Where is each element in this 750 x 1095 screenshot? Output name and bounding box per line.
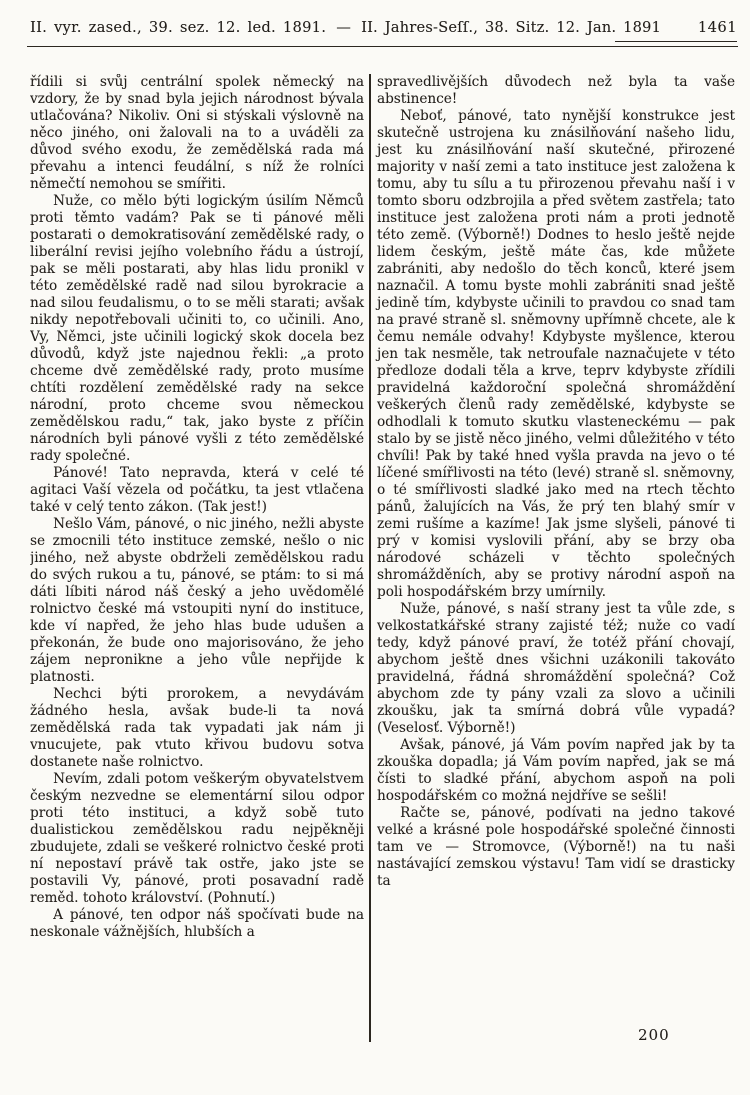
header-session-info xyxy=(30,19,661,36)
left-column xyxy=(30,74,364,1042)
signature-mark: 200 xyxy=(638,1026,670,1044)
paragraph: Neboť, pánové, tato nynější konstrukce jest skutečně ustrojena ku znásilňování našeho lidu, jest ku znásilňování naší skutečné, přirozené majority v naší zemi a tato instituce jest založena k tomu, aby tu sílu a tu přirozenou převahu naší i v tomto sboru odzbrojila a před světem zastřela; tato instituce jest založena proti nám a proti jednotě této země. (Výborně!) Dodnes to heslo ještě nejde lidem českým, ještě máte čas, kde můžete zabrániti, aby nedošlo do těch konců, které jsem naznačil. A tomu byste mohli zabrániti snad ještě jedině tím, kdybyste učinili to pravdou co snad tam na pravé straně sl. sněmovny upřímně chcete, ale k čemu nemále odvahy! Kdybyste myšlence, kterou jen tak nesměle, tak netroufale naznačujete v této předloze dodali těla a krve, teprv kdybyste zřídili pravidelná každoroční společná shromáždění veškerých členů rady zemědělské, kdybyste se odhodlali k tomuto skutku vlasteneckému — pak stalo by se jistě něco jiného, velmi důležitého v této chvíli! Pak by také hned vyšla pravda na jevo o té líčené smířlivosti na této (levé) straně sl. sněmovny, o té smířlivosti sladké jako med na rtech těchto pánů, žalujících na Vás, že prý ten blahý smír v zemi rušíme a kazíme! Jak jsme slyšeli, pánové ti prý v komisi vyslovili přání, aby se brzy oba národové scházeli v těchto společných shromážděních, aby se protivy národní aspoň na poli hospodářském brzy umírnily. xyxy=(377,108,735,600)
page-number: 1461 xyxy=(697,19,737,36)
paragraph: Nuže, pánové, s naší strany jest ta vůle zde, s velkostatkářské strany zajisté též; nuže co vadí tedy, když pánové praví, že totéž přání chovají, abychom ještě dnes všichni uzákonili takováto pravidelná, řádná shromáždění společná? Což abychom zde ty pány vzali za slovo a učinili zkoušku, jak ta smírná dobrá vůle vypadá? (Veselosť. Výborně!) xyxy=(377,601,735,736)
text-columns xyxy=(30,74,735,1042)
paragraph: Nuže, co mělo býti logickým úsilím Němců proti těmto vadám? Pak se ti pánové měli postarati o demokratisování zemědělské rady, o liberální revisi jejího volebního řádu a ústrojí, pak se měli postarati, aby hlas lidu pronikl v této zemědělské radě nad silou byrokracie a nad silou feudalismu, o to se měli starati; avšak nikdy nepotřebovali učiniti to, co učinili. Ano, Vy, Němci, jste učinili logický skok docela bez důvodů, když jste najednou řekli: „a proto chceme dvě zemědělské rady, proto musíme chtíti rozdělení zemědělské rady na sekce národní, proto chceme svou německou zemědělskou radu,“ tak, jako byste z příčin národních byli pánové vyšli z této zemědělské rady společné. xyxy=(30,193,364,464)
header-separator: — xyxy=(336,19,352,36)
header-czech-session: II. vyr. zased., 39. sez. 12. led. 1891. xyxy=(30,19,327,36)
paragraph: Račte se, pánové, podívati na jedno takové velké a krásné pole hospodářské společné činnosti tam ve — Stromovce, (Výborně!) na tu naši nastávající zemskou výstavu! Tam vidí se drasticky ta xyxy=(377,805,735,889)
paragraph: Nešlo Vám, pánové, o nic jiného, nežli abyste se zmocnili této instituce zemské, nešlo o nic jiného, než abyste obdrželi zemědělskou radu do svých rukou a tu, pánové, se ptám: to si má dáti líbiti národ náš český a jeho uvědomělé rolnictvo české má vstoupiti nyní do instituce, kde ví napřed, že jeho hlas bude udušen a překonán, že bude ono majorisováno, že jeho zájem nepronikne a jeho vůle nepřijde k platnosti. xyxy=(30,516,364,685)
paragraph: A pánové, ten odpor náš spočívati bude na neskonale vážnějších, hlubších a xyxy=(30,907,364,940)
page-header xyxy=(30,19,737,36)
header-german-session: II. Jahres-Seſſ., 38. Sitz. 12. Jan. 1891 xyxy=(361,19,662,36)
paragraph: Nechci býti prorokem, a nevydávám žádného hesla, avšak bude-li ta nová zemědělská rada tak vypadati jak nám ji vnucujete, pak vtuto křivou budovu sotva dostanete naše rolnictvo. xyxy=(30,686,364,770)
paragraph: spravedlivějších důvodech než byla ta vaše abstinence! xyxy=(377,74,735,107)
paragraph: řídili si svůj centrální spolek německý na vzdory, že by snad byla jejich národnost bývala utlačována? Nikoliv. Oni si stýskali výslovně na něco jiného, oni žalovali na to a uváděli za důvod svého exodu, že zemědělská rada má převahu a intenci feudální, s níž že rolníci němečtí nemohou se smířiti. xyxy=(30,74,364,192)
header-rule xyxy=(27,46,738,47)
paragraph: Nevím, zdali potom veškerým obyvatelstvem českým nezvedne se elementární silou odpor proti této instituci, a když sobě tuto dualistickou zemědělskou radu nejpěkněji zbudujete, zdali se veškeré rolnictvo české proti ní nepostaví právě tak ostře, jako jste se postavili Vy, pánové, proti posavadní radě reměd. tohoto království. (Pohnutí.) xyxy=(30,771,364,906)
page-number-underline xyxy=(615,41,737,42)
paragraph: Avšak, pánové, já Vám povím napřed jak by ta zkouška dopadla; já Vám povím napřed, jak se má čísti to sladké přání, abychom aspoň na poli hospodářském co možná nejdříve se sešli! xyxy=(377,737,735,804)
column-divider xyxy=(369,74,371,1042)
right-column xyxy=(377,74,735,1042)
paragraph: Pánové! Tato nepravda, která v celé té agitaci Vaší vězela od počátku, ta jest vtlačena také v celý tento zákon. (Tak jest!) xyxy=(30,465,364,515)
